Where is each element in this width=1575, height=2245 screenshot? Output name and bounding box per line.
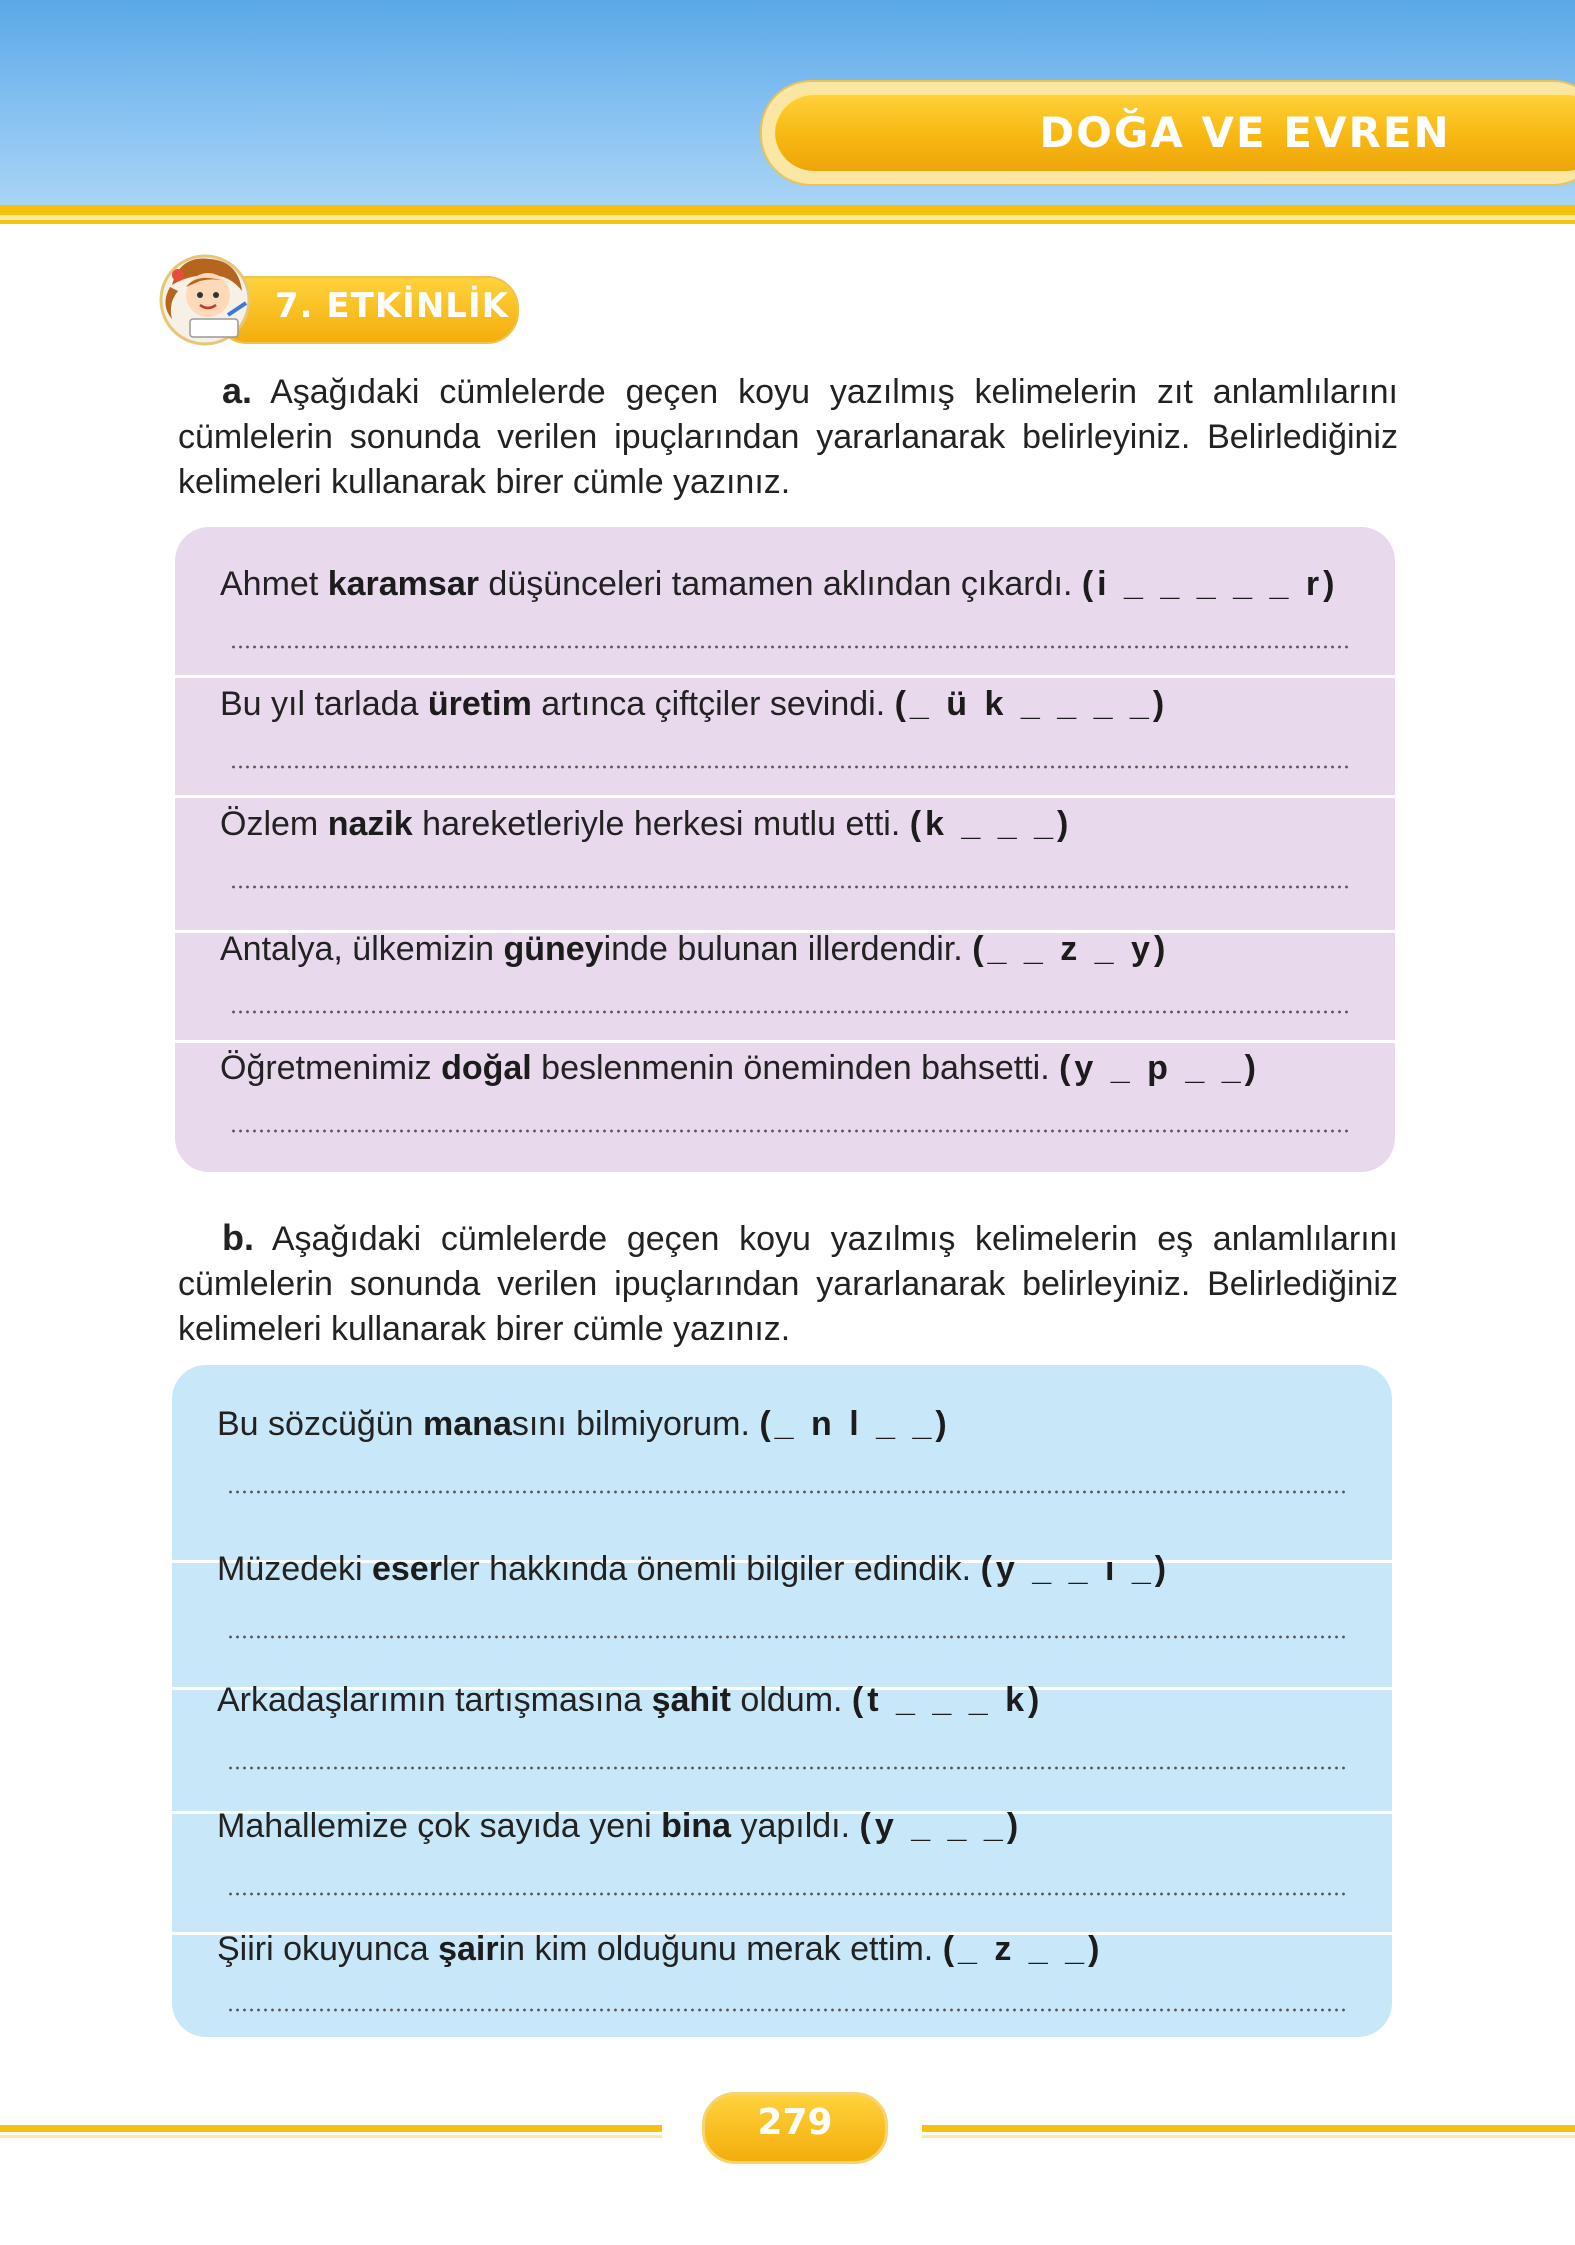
answer-line[interactable] bbox=[227, 1635, 1347, 1639]
hint-letters: (_ n l _ _) bbox=[759, 1405, 951, 1443]
sentence-text: ler hakkında önemli bilgiler edindik. bbox=[441, 1550, 981, 1588]
hint-letters: (k _ _ _) bbox=[909, 805, 1073, 843]
sentence-text: Ahmet bbox=[220, 565, 328, 603]
sentence-text: Özlem bbox=[220, 805, 328, 843]
sentence-text: sını bilmiyorum. bbox=[511, 1405, 760, 1443]
answer-line[interactable] bbox=[227, 1892, 1347, 1896]
bold-word: üretim bbox=[427, 685, 532, 723]
bold-word: şair bbox=[438, 1930, 499, 1968]
answer-line[interactable] bbox=[230, 645, 1350, 649]
hint-letters: (i _ _ _ _ _ r) bbox=[1081, 565, 1339, 603]
hint-letters: (y _ _ ı _) bbox=[980, 1550, 1171, 1588]
header-stripe bbox=[0, 205, 1575, 215]
bold-word: bina bbox=[661, 1807, 731, 1845]
row-divider bbox=[175, 675, 1395, 678]
bold-word: doğal bbox=[441, 1049, 532, 1087]
sentence-text: Öğretmenimiz bbox=[220, 1049, 442, 1087]
sentence-text: Antalya, ülkemizin bbox=[220, 930, 504, 968]
hint-letters: (t _ _ _ k) bbox=[851, 1681, 1044, 1719]
row-divider bbox=[175, 1040, 1395, 1043]
footer-rule bbox=[0, 2125, 662, 2132]
answer-line[interactable] bbox=[227, 1490, 1347, 1494]
activity-title: 7. ETKİNLİK bbox=[275, 286, 509, 326]
sentence-text: yapıldı. bbox=[731, 1807, 860, 1845]
sentence-text: düşünceleri tamamen aklından çıkardı. bbox=[478, 565, 1082, 603]
sentence-text: in kim olduğunu merak ettim. bbox=[498, 1930, 943, 1968]
sentence-text: Mahallemize çok sayıda yeni bbox=[217, 1807, 662, 1845]
hint-letters: (_ z _ _) bbox=[942, 1930, 1104, 1968]
part-label: b. bbox=[222, 1217, 254, 1258]
answer-line[interactable] bbox=[230, 885, 1350, 889]
answer-line[interactable] bbox=[227, 2008, 1347, 2012]
answer-line[interactable] bbox=[227, 1766, 1347, 1770]
part-label: a. bbox=[222, 370, 253, 411]
sentence-text: Bu yıl tarlada bbox=[220, 685, 428, 723]
bold-word: mana bbox=[423, 1405, 512, 1443]
row-divider bbox=[175, 795, 1395, 798]
sentence-text: beslenmenin öneminden bahsetti. bbox=[531, 1049, 1060, 1087]
panel-synonyms bbox=[172, 1365, 1392, 2037]
footer-rule bbox=[922, 2125, 1575, 2132]
instruction-a bbox=[178, 368, 1398, 505]
hint-letters: (_ _ z _ y) bbox=[972, 930, 1170, 968]
sentence-text: Arkadaşlarımın tartışmasına bbox=[217, 1681, 652, 1719]
panel-antonyms bbox=[175, 527, 1395, 1172]
bold-word: şahit bbox=[651, 1681, 731, 1719]
sentence-text: hareketleriyle herkesi mutlu etti. bbox=[412, 805, 910, 843]
instruction-b bbox=[178, 1215, 1398, 1352]
footer-rule bbox=[0, 2135, 662, 2138]
mascot-girl-icon bbox=[150, 245, 270, 350]
hint-letters: (_ ü k _ _ _ _) bbox=[894, 685, 1169, 723]
sentence-text: inde bulunan illerdendir. bbox=[603, 930, 973, 968]
instruction-text: Aşağıdaki cümlelerde geçen koyu yazılmış kelimelerin zıt anlamlılarını cümlelerin sonunda verilen ipuçlarından yararlanarak belirleyiniz. Belirlediğiniz kelimeleri kullanarak birer cümle yazınız. bbox=[178, 373, 1398, 501]
bold-word: nazik bbox=[327, 805, 413, 843]
bold-word: karamsar bbox=[327, 565, 479, 603]
page-number: 279 bbox=[757, 2102, 833, 2143]
sentence-text: Şiiri okuyunca bbox=[217, 1930, 439, 1968]
sentence-text: oldum. bbox=[730, 1681, 852, 1719]
header-stripe bbox=[0, 220, 1575, 224]
section-title: DOĞA VE EVREN bbox=[1039, 108, 1451, 157]
bold-word: güney bbox=[503, 930, 604, 968]
hint-letters: (y _ p _ _) bbox=[1059, 1049, 1260, 1087]
answer-line[interactable] bbox=[230, 1010, 1350, 1014]
answer-line[interactable] bbox=[230, 765, 1350, 769]
instruction-text: Aşağıdaki cümlelerde geçen koyu yazılmış kelimelerin eş anlamlılarını cümlelerin sonunda verilen ipuçlarından yararlanarak belirleyiniz. Belirlediğiniz kelimeleri kullanarak birer cümle yazınız. bbox=[178, 1220, 1399, 1348]
sentence-text: Bu sözcüğün bbox=[217, 1405, 424, 1443]
footer-rule bbox=[922, 2135, 1575, 2138]
sentence-text: artınca çiftçiler sevindi. bbox=[531, 685, 895, 723]
answer-line[interactable] bbox=[230, 1129, 1350, 1133]
sentence-text: Müzedeki bbox=[217, 1550, 372, 1588]
bold-word: eser bbox=[371, 1550, 442, 1588]
hint-letters: (y _ _ _) bbox=[859, 1807, 1023, 1845]
